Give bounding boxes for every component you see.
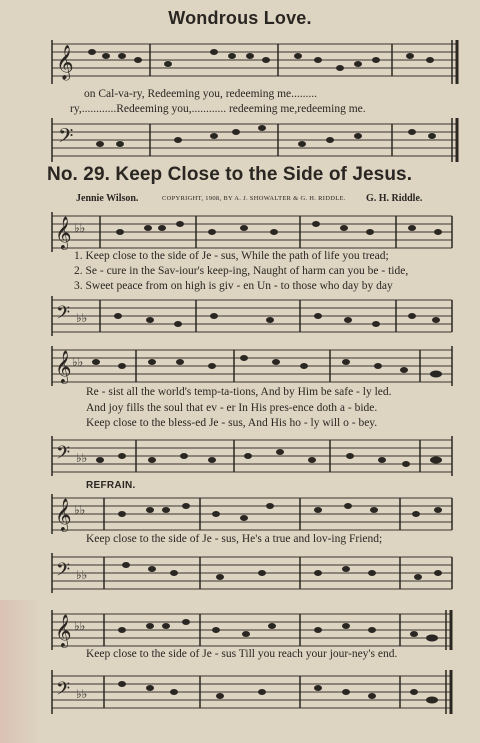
svg-text:𝄞: 𝄞 [55,350,72,383]
previous-hymn-title: Wondrous Love. [168,8,312,28]
music-staff-bass-1 [0,296,480,336]
svg-text:𝄞: 𝄞 [55,216,72,249]
music-staff-treble-refrain-2 [0,610,480,650]
refrain-line-1: Keep close to the side of Je - sus, He's a true and lov-ing Friend; [86,533,383,545]
notes-top-staff [0,40,480,84]
verse-2-line-2: And joy fills the soul that ev - er In His pres-ence doth a - bide. [86,402,378,414]
svg-text:♭♭: ♭♭ [74,221,86,235]
music-staff-bass-top [0,118,480,162]
music-staff-treble-1 [0,212,480,252]
copyright-notice: COPYRIGHT, 1908, BY A. J. SHOWALTER & G. H. RIDDLE. [162,195,346,202]
verse-3-line-1: 3. Sweet peace from on high is giv - en Un - to those who day by day [74,280,393,292]
verse-2-line-1: 2. Se - cure in the Sav-iour's keep-ing, Naught of harm can you be - tide, [74,265,409,277]
previous-hymn-lyric-line-1: on Cal-va-ry, Redeeming you, redeeming me......... [84,88,318,100]
svg-text:𝄢: 𝄢 [56,443,71,468]
svg-text:♭♭: ♭♭ [74,619,86,633]
svg-text:♭♭: ♭♭ [72,355,84,369]
svg-text:♭♭: ♭♭ [74,503,86,517]
verse-1-line-1: 1. Keep close to the side of Je - sus, While the path of life you tread; [74,250,389,262]
refrain-label: REFRAIN. [86,480,136,491]
music-staff-bass-refrain-1 [0,553,480,593]
svg-text:♭♭: ♭♭ [76,687,88,701]
svg-text:𝄢: 𝄢 [56,303,71,328]
svg-text:♭♭: ♭♭ [76,311,88,325]
previous-hymn-lyric-line-2: ry,............Redeeming you,............ redeeming me,redeeming me. [70,103,366,115]
svg-text:♭♭: ♭♭ [76,568,88,582]
refrain-line-2: Keep close to the side of Je - sus Till you reach your jour-ney's end. [86,648,398,660]
svg-text:𝄞: 𝄞 [55,498,72,531]
music-staff-treble-refrain-1 [0,494,480,534]
svg-text:𝄢: 𝄢 [58,124,74,152]
verse-1-line-2: Re - sist all the world's temp-ta-tions, And by Him be safe - ly led. [86,386,392,398]
svg-text:𝄢: 𝄢 [56,560,71,585]
music-staff-bass-refrain-2 [0,670,480,714]
hymn-number-title: No. 29. Keep Close to the Side of Jesus. [47,164,413,185]
author-credit: Jennie Wilson. [76,193,139,204]
composer-credit: G. H. Riddle. [366,193,423,204]
music-staff-bass-2 [0,436,480,476]
music-staff-treble-2 [0,346,480,386]
svg-text:𝄢: 𝄢 [56,679,71,704]
svg-text:𝄞: 𝄞 [55,614,72,647]
svg-text:♭♭: ♭♭ [76,451,88,465]
verse-3-line-2: Keep close to the bless-ed Je - sus, And His ho - ly will o - bey. [86,417,378,429]
svg-text:𝄞: 𝄞 [56,45,74,80]
